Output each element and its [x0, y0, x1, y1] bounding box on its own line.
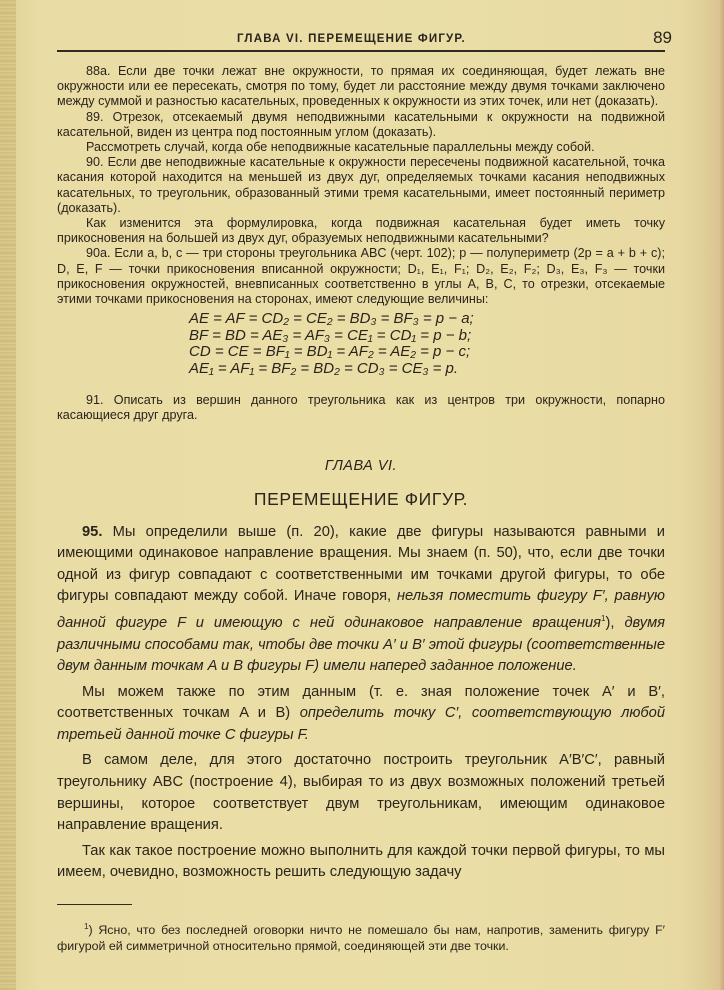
formula-line: BF = BD = AE₃ = AF₃ = CE₁ = CD₁ = p − b; [189, 326, 472, 344]
header-rule [57, 50, 665, 52]
page-number: 89 [653, 28, 672, 47]
footnote: $^1$) Ясно, что без последней оговорки ничто не помешало бы нам, напротив, заменить фигуру F′ фигурой ей симметричной относительно прямой, соединяющей эти две точки. [57, 922, 665, 953]
exercise-90: 90. Если две неподвижные касательные к окружности пересечены подвижной касательной, точка касания которой находится на меньшей из двух дуг, определяемых точками касания неподвижных касательных, то треугольник, образованный этими тремя касательными, имеет постоянный периметр (доказать). [57, 155, 665, 215]
exercise-90-note: Как изменится эта формулировка, когда подвижная касательная будет иметь точку прикосновения на большей из двух дуг, образуемых неподвижными касательными? [57, 216, 665, 246]
main-text [57, 522, 665, 884]
formula-line: AE₁ = AF₁ = BF₂ = BD₂ = CD₃ = CE₃ = p. [189, 359, 459, 377]
book-spine-edge [0, 0, 16, 990]
paragraph-4: Так как такое построение можно выполнить для каждой точки первой фигуры, то мы имеем, очевидно, возможность решить следующую задачу [57, 842, 665, 881]
running-head: ГЛАВА VI. ПЕРЕМЕЩЕНИЕ ФИГУР. [237, 33, 466, 45]
chapter-title: ПЕРЕМЕЩЕНИЕ ФИГУР. [253, 488, 469, 509]
paragraph-95: 95. Мы определили выше (п. 20), какие две фигуры называются равными и имеющими одинаковое направление вращения. Мы знаем (п. 50), что, если две точки одной из фигур совпадают с соответственными им точками другой фигуры, то обе фигуры совпадают между собой. Иначе говоря, нельзя поместить фигуру F′, равную данной фигуре F и имеющую с ней одинаковое направление вращения$^1$), двумя различными способами так, чтобы две точки A′ и B′ этой фигуры (соответственные двум данным точкам A и B фигуры F) имели наперед заданное положение. [57, 523, 665, 675]
footnote-ref[interactable]: 1 [601, 614, 606, 624]
italic-statement-cont: двумя различными способами так, чтобы две точки A′ и B′ этой фигуры (соответственные двум данным точкам A и B фигуры F) имели наперед заданное положение. [57, 614, 665, 675]
exercise-88a: 88а. Если две точки лежат вне окружности, то прямая их соединяющая, будет лежать вне окружности или ее пересекать, смотря по тому, будет ли расстояние между двумя точками заключено между суммой и разностью касательных, проведенных к окружности из этих точек, или нет (доказать). [57, 64, 665, 109]
exercise-91: 91. Описать из вершин данного треугольника как из центров три окружности, попарно касающиеся друг друга. [57, 393, 665, 423]
exercises-section [57, 64, 665, 424]
exercise-89-note: Рассмотреть случай, когда обе неподвижные касательные параллельны между собой. [86, 140, 595, 155]
chapter-label: ГЛАВА VI. [324, 457, 398, 474]
formula-line: CD = CE = BF₁ = BD₁ = AF₂ = AE₂ = p − c; [189, 343, 471, 361]
footnote-marker: 1 [84, 922, 89, 932]
exercise-89: 89. Отрезок, отсекаемый двумя неподвижными касательными к окружности на подвижной касательной, виден из центра под постоянным углом (доказать). [57, 109, 665, 139]
footnote-rule [57, 904, 132, 905]
page-body [57, 64, 665, 954]
italic-statement: нельзя поместить фигуру F′, равную данной фигуре F и имеющую с ней одинаковое направление вращения [57, 588, 665, 631]
formula-block [189, 311, 665, 377]
formula-line: AE = AF = CD₂ = CE₂ = BD₃ = BF₃ = p − a; [189, 310, 474, 328]
exercise-90a: 90а. Если a, b, c — три стороны треугольника ABC (черт. 102); p — полупериметр (2p = a + b + c); D, E, F — точки прикосновения вписанной окружности; D₁, E₁, F₁; D₂, E₂, F₂; D₃, E₃, F₃ — точки прикосновения окружностей, вневписанных соответственно в углы A, B, C, то отрезки, отсекаемые этими точками прикосновения на сторонах, имеют следующие величины: [57, 246, 665, 307]
page-right-edge [718, 0, 724, 990]
page-header [57, 28, 672, 48]
paragraph-3: В самом деле, для этого достаточно построить треугольник A′B′C′, равный треугольнику ABC (построение 4), выбирая то из двух возможных положений третьей вершины, которое соответствует двум треугольникам, имеющим одинаковое направление вращения. [57, 752, 665, 834]
section-number: 95. [82, 523, 103, 540]
italic-statement: определить точку C′, соответствующую любой третьей данной точке C фигуры F. [57, 705, 665, 743]
paragraph-2: Мы можем также по этим данным (т. е. зная положение точек A′ и B′, соответственных точкам A и B) определить точку C′, соответствующую любой третьей данной точке C фигуры F. [57, 683, 665, 743]
